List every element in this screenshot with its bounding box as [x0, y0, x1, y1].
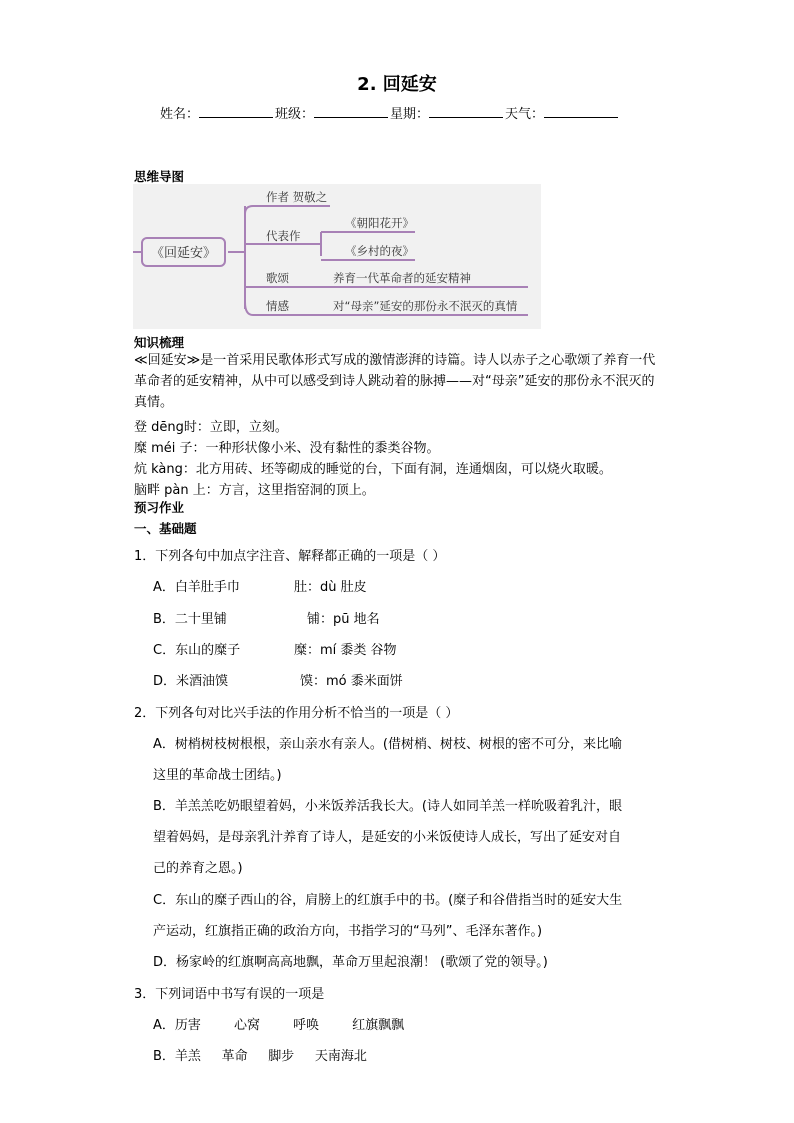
page-title: 2. 回延安	[357, 74, 437, 95]
mind-map	[133, 184, 541, 329]
class-label: 班级：	[275, 107, 315, 122]
q2-option-a-line-1: A．树梢树枝树根根，亲山亲水有亲人。(借树梢、树枝、树根的密不可分，来比喻	[153, 737, 622, 752]
q2-option-b-line-1: B．羊羔羔吃奶眼望着妈，小米饭养活我长大。(诗人如同羊羔一样吮吸着乳汁，眼	[153, 799, 622, 814]
q3-option-b: B．羊羔 革命 脚步 天南海北	[153, 1049, 367, 1064]
name-label: 姓名：	[160, 107, 200, 122]
question-3-stem: 3．下列词语中书写有误的一项是	[134, 987, 325, 1002]
mind-map-author: 作者 贺敬之	[266, 190, 328, 204]
name-blank	[199, 105, 273, 118]
week-blank	[429, 105, 503, 118]
word-note-1: 登 dēng时：立即，立刻。	[134, 420, 288, 435]
q1-option-d-note: 馍：mó 黍米面饼	[300, 674, 403, 689]
word-note-3: 炕 kàng：北方用砖、坯等砌成的睡觉的台，下面有洞，连通烟囱，可以烧火取暖。	[134, 462, 612, 477]
mind-map-emotion-label: 情感	[266, 299, 289, 313]
q1-option-d: D．米酒油馍	[153, 674, 229, 689]
mind-map-works-label: 代表作	[266, 229, 301, 243]
q2-option-d-line-1: D．杨家岭的红旗啊高高地飘，革命万里起浪潮！ (歌颂了党的领导。)	[153, 955, 548, 970]
q2-option-a-line-2: 这里的革命战士团结。)	[153, 768, 282, 783]
mind-map-work-1: 《朝阳花开》	[345, 216, 414, 230]
q1-option-c: C．东山的糜子	[153, 643, 241, 658]
q1-option-a: A．白羊肚手巾	[153, 580, 240, 595]
mind-map-praise-text: 养育一代革命者的延安精神	[333, 271, 471, 285]
mind-map-root: 《回延安》	[141, 237, 226, 267]
basic-section-heading: 一、基础题	[134, 521, 197, 536]
mind-map-emotion-text: 对“母亲”延安的那份永不泯灭的真情	[333, 299, 518, 313]
knowledge-summary: ≪回延安≫是一首采用民歌体形式写成的激情澎湃的诗篇。诗人以赤子之心歌颂了养育一代革命者的延安精神，从中可以感受到诗人跳动着的脉搏——对“母亲”延安的那份永不泯灭的真情。	[134, 353, 656, 410]
mindmap-heading: 思维导图	[134, 169, 185, 184]
knowledge-heading: 知识梳理	[134, 335, 185, 350]
homework-heading: 预习作业	[134, 500, 185, 515]
question-2-stem: 2．下列各句对比兴手法的作用分析不恰当的一项是（ ）	[134, 706, 459, 721]
q1-option-b-note: 铺：pū 地名	[307, 612, 380, 627]
q1-option-b: B．二十里铺	[153, 612, 227, 627]
word-note-2: 糜 méi 子：一种形状像小米、没有黏性的黍类谷物。	[134, 441, 440, 456]
student-info-line	[160, 103, 620, 122]
weather-blank	[544, 105, 618, 118]
q2-option-b-line-2: 望着妈妈，是母亲乳汁养育了诗人，是延安的小米饭使诗人成长，写出了延安对自	[153, 830, 622, 845]
q2-option-c-line-1: C．东山的糜子西山的谷，肩膀上的红旗手中的书。(糜子和谷借指当时的延安大生	[153, 893, 623, 908]
class-blank	[314, 105, 388, 118]
q2-option-c-line-2: 产运动，红旗指正确的政治方向，书指学习的“马列”、毛泽东著作。)	[153, 924, 543, 939]
weather-label: 天气：	[505, 107, 545, 122]
word-note-4: 脑畔 pàn 上：方言，这里指窑洞的顶上。	[134, 483, 375, 498]
q1-option-a-note: 肚：dù 肚皮	[294, 580, 367, 595]
question-1-stem: 1．下列各句中加点字注音、解释都正确的一项是（ ）	[134, 549, 446, 564]
q2-option-b-line-3: 己的养育之恩。)	[153, 861, 243, 876]
mind-map-work-2: 《乡村的夜》	[345, 244, 414, 258]
week-label: 星期：	[390, 107, 430, 122]
q3-option-a: A．历害 心窝 呼唤 红旗飘飘	[153, 1018, 405, 1033]
mind-map-praise-label: 歌颂	[266, 271, 289, 285]
q1-option-c-note: 糜：mí 黍类 谷物	[294, 643, 397, 658]
